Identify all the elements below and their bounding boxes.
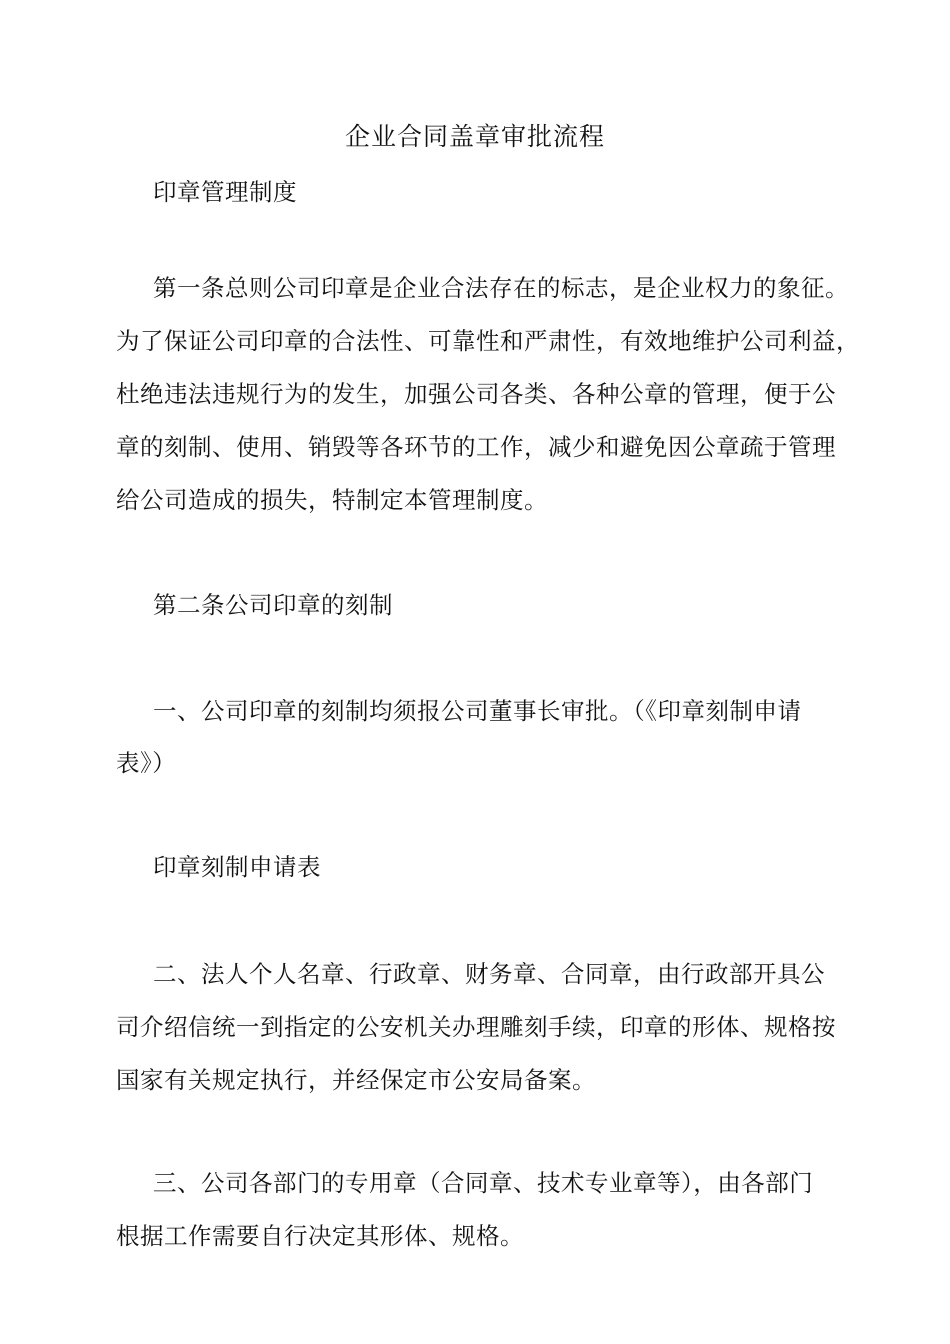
- paragraph-line: 给公司造成的损失，特制定本管理制度。: [116, 486, 548, 514]
- paragraph-line: 国家有关规定执行，并经保定市公安局备案。: [116, 1066, 596, 1094]
- paragraph-line: 第一条总则公司印章是企业合法存在的标志，是企业权力的象征。: [153, 274, 849, 302]
- paragraph-line: 一、公司印章的刻制均须报公司董事长审批。（《印章刻制申请: [153, 697, 802, 725]
- paragraph-line: 二、法人个人名章、行政章、财务章、合同章，由行政部开具公: [153, 960, 825, 988]
- paragraph-line: 三、公司各部门的专用章（合同章、技术专业章等），由各部门: [153, 1169, 814, 1197]
- paragraph-line: 杜绝违法违规行为的发生，加强公司各类、各种公章的管理，便于公: [116, 380, 836, 408]
- section-subtitle: 印章管理制度: [153, 178, 297, 206]
- document-title: 企业合同盖章审批流程: [344, 122, 605, 151]
- paragraph-line: 为了保证公司印章的合法性、可靠性和严肃性，有效地维护公司利益，: [116, 327, 860, 355]
- paragraph-line: 章的刻制、使用、销毁等各环节的工作，减少和避免因公章疏于管理: [116, 433, 836, 461]
- form-name-line: 印章刻制申请表: [153, 853, 321, 881]
- article-2-heading: 第二条公司印章的刻制: [153, 591, 393, 619]
- paragraph-line: 根据工作需要自行决定其形体、规格。: [116, 1222, 524, 1250]
- paragraph-line: 表》）: [116, 749, 177, 777]
- paragraph-line: 司介绍信统一到指定的公安机关办理雕刻手续，印章的形体、规格按: [116, 1013, 836, 1041]
